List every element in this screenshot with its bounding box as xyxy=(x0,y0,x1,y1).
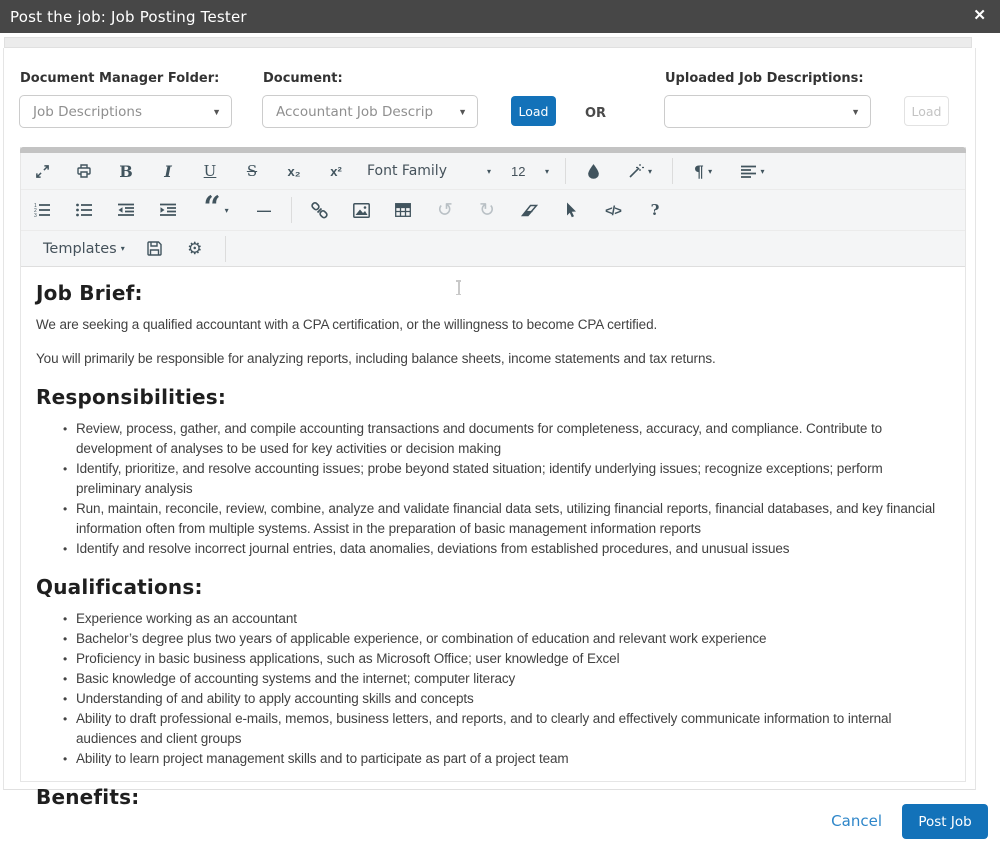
chevron-down-icon: ▼ xyxy=(458,106,467,117)
help-icon: ? xyxy=(650,201,660,219)
table-icon xyxy=(395,203,411,217)
indent-button[interactable] xyxy=(147,190,189,230)
chevron-down-icon: ▾ xyxy=(224,205,229,215)
cursor-arrow-icon xyxy=(565,202,578,218)
uploaded-label: Uploaded Job Descriptions: xyxy=(665,71,864,86)
svg-text:1: 1 xyxy=(34,203,37,209)
paragraph: You will primarily be responsible for analyzing reports, including balance sheets, income statements and tax returns. xyxy=(36,351,716,366)
superscript-icon: x² xyxy=(330,163,342,179)
toolbar-row-3 xyxy=(21,231,965,267)
paragraph-icon: ¶ xyxy=(693,161,705,181)
list-item: • Identify, prioritize, and resolve accounting issues; probe beyond stated situation; identify underlying issues; recognize exceptions; perform preliminary analysis xyxy=(76,459,945,499)
list-item: • Proficiency in basic business applications, such as Microsoft Office; user knowledge of Excel xyxy=(76,649,945,669)
paragraph-style-button[interactable] xyxy=(614,153,666,189)
list-item: • Ability to learn project management skills and to participate as part of a project team xyxy=(76,749,945,769)
list-item: • Identify and resolve incorrect journal entries, data anomalies, deviations from established procedures, and unusual issues xyxy=(76,539,945,559)
toolbar-row-1 xyxy=(21,153,965,190)
clear-formatting-button[interactable] xyxy=(508,190,550,230)
subscript-icon: x₂ xyxy=(287,163,301,179)
font-size-value: 12 xyxy=(511,163,526,179)
gear-icon: ⚙ xyxy=(187,238,203,258)
responsibilities-list xyxy=(36,419,945,559)
list-item: • Experience working as an accountant xyxy=(76,609,945,629)
editor-content-area[interactable] xyxy=(21,267,965,809)
list-item: • Ability to draft professional e-mails, memos, business letters, and reports, and to clearly and effectively communicate information to internal audiences and client groups xyxy=(76,709,945,749)
bold-icon: B xyxy=(119,161,133,181)
insert-table-button[interactable] xyxy=(382,190,424,230)
font-family-dropdown[interactable] xyxy=(357,153,501,189)
post-job-button[interactable]: Post Job xyxy=(902,804,988,839)
help-button[interactable] xyxy=(634,190,676,230)
list-item: • Understanding of and ability to apply accounting skills and concepts xyxy=(76,689,945,709)
text-color-button[interactable] xyxy=(572,153,614,189)
indent-icon xyxy=(160,203,176,217)
save-template-button[interactable] xyxy=(135,231,175,266)
load-document-button[interactable]: Load xyxy=(511,96,556,126)
undo-button-disabled xyxy=(424,190,466,230)
list-item: • Run, maintain, reconcile, review, combine, analyze and validate financial data sets, utilizing financial reports, financial databases, and key financial information often from multiple systems. Assist in the preparation of basic management information reports xyxy=(76,499,945,539)
image-icon xyxy=(353,203,370,218)
list-item: • Review, process, gather, and compile accounting transactions and documents for completeness, accuracy, and compliance. Contribute to development of analyses to be used for key activities or decision making xyxy=(76,419,945,459)
toolbar-separator xyxy=(565,158,566,184)
strikethrough-icon: S xyxy=(246,162,258,180)
chevron-down-icon: ▾ xyxy=(708,166,713,176)
outdent-icon xyxy=(118,203,134,217)
insert-image-button[interactable] xyxy=(340,190,382,230)
folder-label: Document Manager Folder: xyxy=(20,71,220,86)
italic-button[interactable] xyxy=(147,153,189,189)
modal-header xyxy=(0,0,1000,33)
toolbar-separator xyxy=(291,197,292,223)
ordered-list-button[interactable] xyxy=(21,190,63,230)
underline-button[interactable] xyxy=(189,153,231,189)
align-button[interactable] xyxy=(727,153,779,189)
strikethrough-button[interactable] xyxy=(231,153,273,189)
collapsed-panel-strip xyxy=(4,37,972,48)
bold-button[interactable] xyxy=(105,153,147,189)
close-icon[interactable]: ✕ xyxy=(973,7,986,24)
toolbar-separator xyxy=(225,236,226,262)
document-label: Document: xyxy=(263,71,343,86)
section-heading: Responsibilities: xyxy=(36,385,227,409)
underline-icon: U xyxy=(203,162,217,180)
fullscreen-button[interactable] xyxy=(21,153,63,189)
templates-dropdown[interactable] xyxy=(35,231,135,266)
font-size-dropdown[interactable] xyxy=(501,153,559,189)
ordered-list-icon xyxy=(34,203,50,217)
horizontal-rule-icon: — xyxy=(257,202,271,218)
code-view-button[interactable] xyxy=(592,190,634,230)
quote-button[interactable] xyxy=(189,190,243,230)
paragraph: We are seeking a qualified accountant with a CPA certification, or the willingness to become CPA certified. xyxy=(36,317,658,332)
chevron-down-icon: ▾ xyxy=(544,166,549,176)
subscript-button[interactable] xyxy=(273,153,315,189)
load-uploaded-button-disabled: Load xyxy=(904,96,949,126)
cancel-button[interactable]: Cancel xyxy=(831,812,882,830)
select-all-button[interactable] xyxy=(550,190,592,230)
section-heading: Benefits: xyxy=(36,785,140,809)
redo-button-disabled xyxy=(466,190,508,230)
svg-text:2: 2 xyxy=(34,208,37,214)
list-item: • Bachelor’s degree plus two years of applicable experience, or combination of education and relevant work experience xyxy=(76,629,945,649)
fullscreen-icon xyxy=(35,164,50,179)
document-select[interactable] xyxy=(262,95,478,128)
link-icon xyxy=(311,202,328,219)
qualifications-list xyxy=(36,609,945,769)
chevron-down-icon: ▼ xyxy=(851,106,860,117)
svg-text:3: 3 xyxy=(34,213,37,219)
unordered-list-button[interactable] xyxy=(63,190,105,230)
outdent-button[interactable] xyxy=(105,190,147,230)
list-item: • Basic knowledge of accounting systems and the internet; computer literacy xyxy=(76,669,945,689)
undo-icon: ↺ xyxy=(437,199,453,221)
chevron-down-icon: ▾ xyxy=(760,166,765,176)
eraser-icon xyxy=(521,203,538,217)
editor-settings-button[interactable] xyxy=(175,231,215,266)
chevron-down-icon: ▾ xyxy=(120,244,125,253)
code-icon: </> xyxy=(605,202,621,218)
document-select-value: Accountant Job Descrip xyxy=(276,103,434,120)
superscript-button[interactable] xyxy=(315,153,357,189)
insert-link-button[interactable] xyxy=(298,190,340,230)
folder-select[interactable] xyxy=(19,95,232,128)
uploaded-select[interactable] xyxy=(664,95,871,128)
print-icon xyxy=(76,163,92,179)
save-icon xyxy=(147,241,162,256)
align-left-icon xyxy=(741,165,756,178)
paragraph-format-button[interactable] xyxy=(679,153,727,189)
redo-icon: ↻ xyxy=(479,199,495,221)
or-text: OR xyxy=(585,106,607,121)
font-family-value: Font Family xyxy=(367,163,447,179)
chevron-down-icon: ▾ xyxy=(647,166,652,176)
folder-select-value: Job Descriptions xyxy=(33,103,143,120)
toolbar-separator xyxy=(672,158,673,184)
quote-icon: “ xyxy=(203,190,221,225)
templates-label: Templates xyxy=(43,240,117,257)
print-button[interactable] xyxy=(63,153,105,189)
section-heading: Job Brief: xyxy=(36,281,143,305)
section-heading: Qualifications: xyxy=(36,575,203,599)
magic-wand-icon xyxy=(628,163,644,179)
modal-title: Post the job: Job Posting Tester xyxy=(10,7,247,26)
horizontal-rule-button[interactable] xyxy=(243,190,285,230)
chevron-down-icon: ▾ xyxy=(486,166,491,176)
rich-text-editor xyxy=(20,147,966,809)
color-droplet-icon xyxy=(587,163,600,179)
toolbar-row-2 xyxy=(21,190,965,231)
unordered-list-icon xyxy=(76,203,92,217)
text-cursor xyxy=(454,280,463,295)
chevron-down-icon: ▼ xyxy=(212,106,221,117)
italic-icon: I xyxy=(164,161,172,181)
